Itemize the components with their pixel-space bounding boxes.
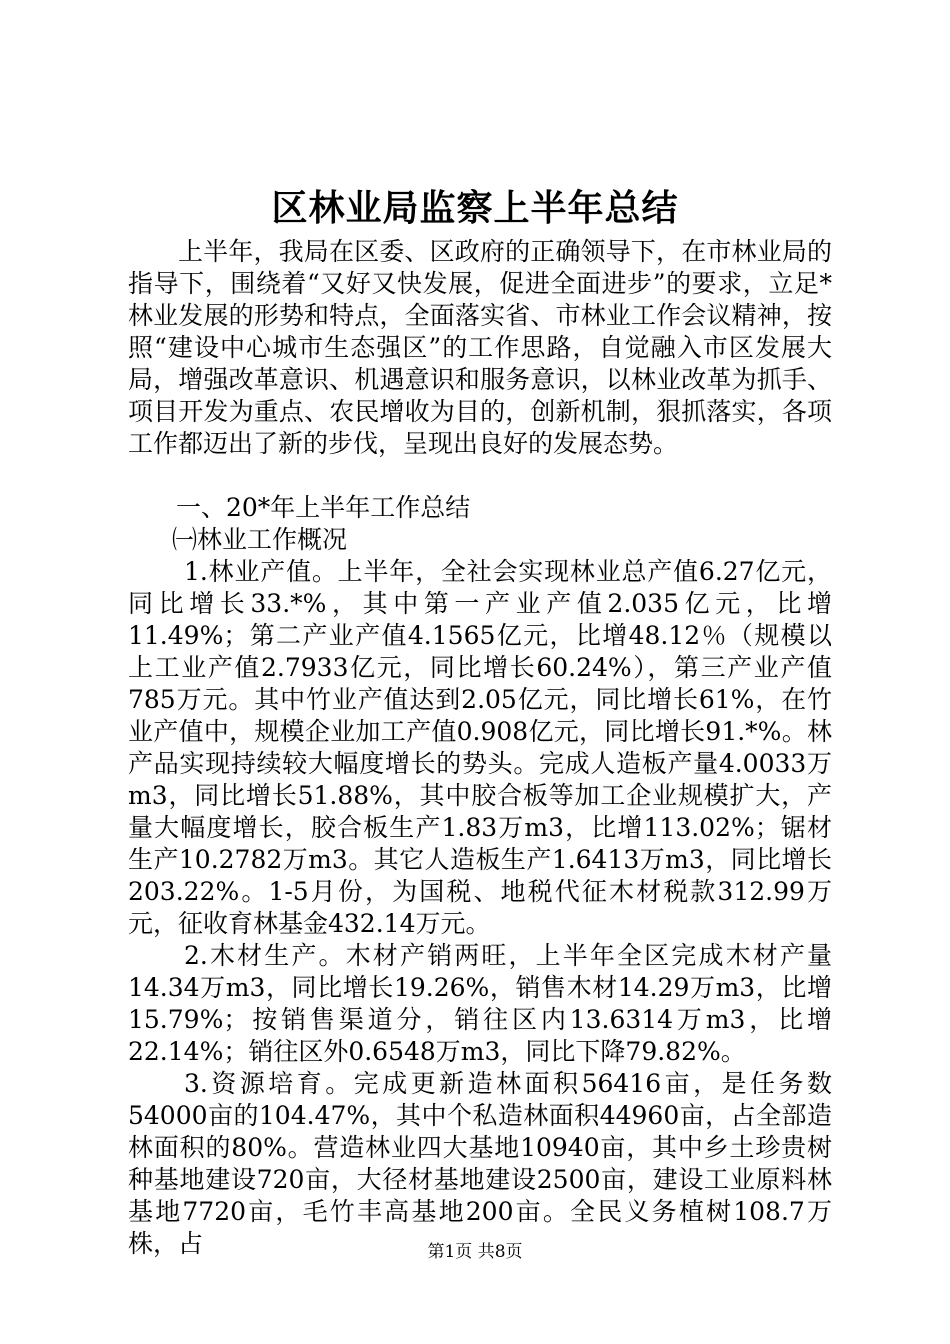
paragraph-timber-production: 2.木材生产。木材产销两旺，上半年全区完成木材产量14.34万m3，同比增长19.26%，销售木材14.29万m3，比增15.79%；按销售渠道分，销往区内13.6314万m3，比增22.14%；销往区外0.6548万m3，同比下降79.82%。 — [128, 941, 832, 1066]
section-heading: 一、20*年上半年工作总结 — [176, 493, 471, 522]
page-footer: 第1页 共8页 — [427, 1242, 523, 1262]
subsection-heading: ㈠林业工作概况 — [172, 525, 348, 554]
paragraph-forestry-output: 1.林业产值。上半年，全社会实现林业总产值6.27亿元，同比增长33.*%，其中第一产业产值2.035亿元，比增11.49%；第二产业产值4.1565亿元，比增48.12％（规模以上工业产值2.7933亿元，同比增长60.24%），第三产业产值785万元。其中竹业产值达到2.05亿元，同比增长61%，在竹业产值中，规模企业加工产值0.908亿元，同比增长91.*%。林产品实现持续较大幅度增长的势头。完成人造板产量4.0033万m3，同比增长51.88%，其中胶合板等加工企业规模扩大，产量大幅度增长，胶合板生产1.83万m3，比增113.02%；锯材生产10.2782万m3。其它人造板生产1.6413万m3，同比增长203.22%。1-5月份，为国税、地税代征木材税款312.99万元，征收育林基金432.14万元。 — [128, 557, 832, 938]
intro-paragraph: 上半年，我局在区委、区政府的正确领导下，在市林业局的指导下，围绕着“又好又快发展，促进全面进步”的要求，立足*林业发展的形势和特点，全面落实省、市林业工作会议精神，按照“建设中心城市生态强区”的工作思路，自觉融入市区发展大局，增强改革意识、机遇意识和服务意识，以林业改革为抓手、项目开发为重点、农民增收为目的，创新机制，狠抓落实，各项工作都迈出了新的步伐，呈现出良好的发展态势。 — [128, 237, 832, 458]
paragraph-resource-cultivation: 3.资源培育。完成更新造林面积56416亩，是任务数54000亩的104.47%，其中个私造林面积44960亩，占全部造林面积的80%。营造林业四大基地10940亩，其中乡土珍贵树种基地建设720亩，大径材基地建设2500亩，建设工业原料林基地7720亩，毛竹丰高基地200亩。全民义务植树108.7万株，占 — [128, 1069, 832, 1258]
document-body — [128, 236, 832, 1260]
document-title: 区林业局监察上半年总结 — [271, 187, 679, 229]
